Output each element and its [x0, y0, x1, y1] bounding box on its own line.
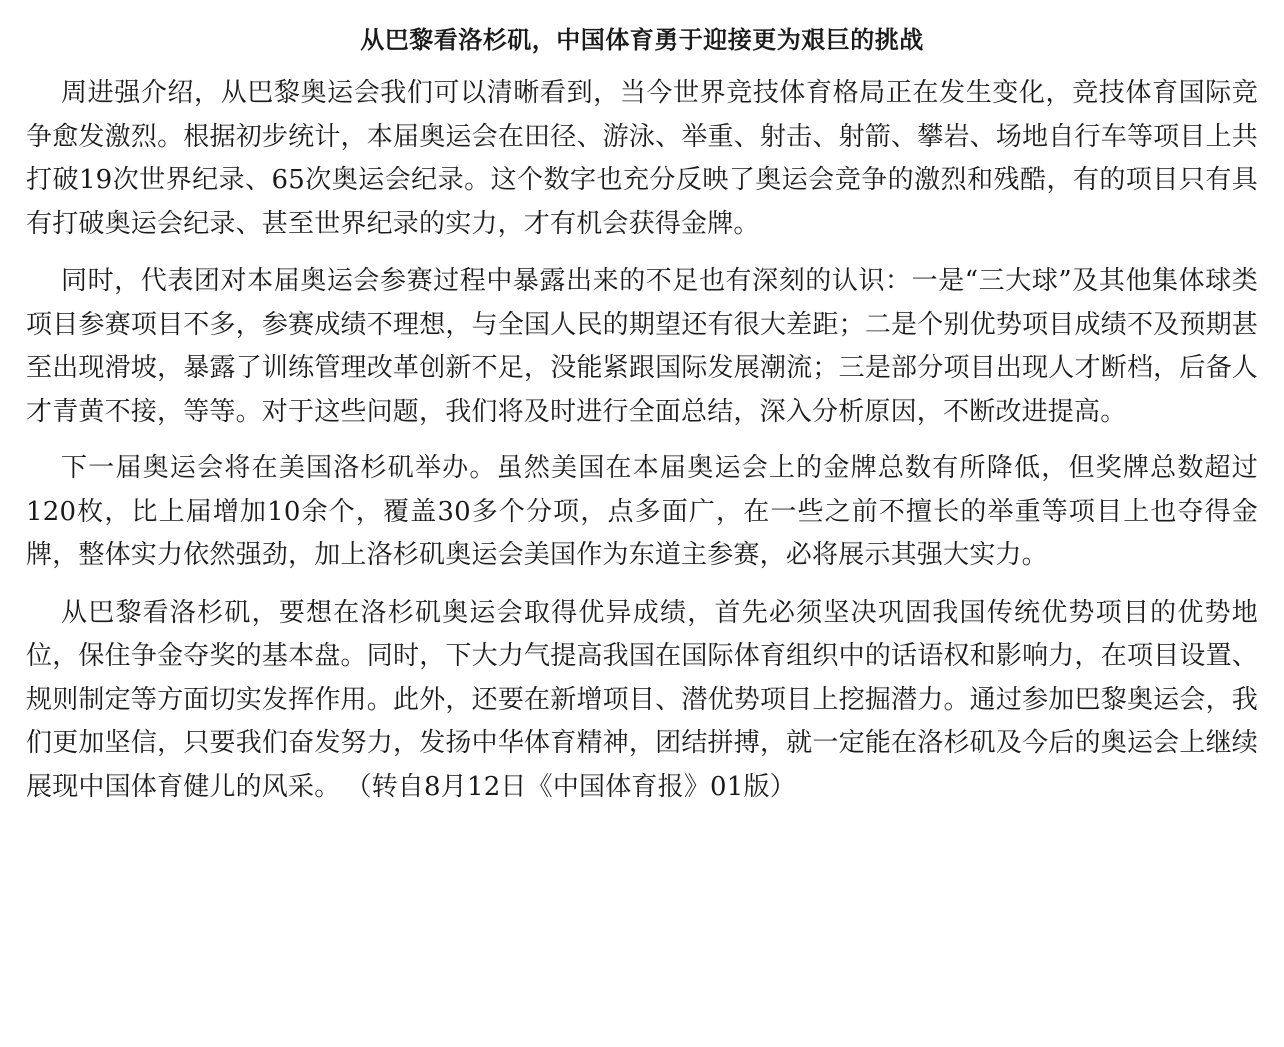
article-title: 从巴黎看洛杉矶，中国体育勇于迎接更为艰巨的挑战: [360, 26, 924, 54]
article-paragraph-2: 同时，代表团对本届奥运会参赛过程中暴露出来的不足也有深刻的认识：一是“三大球”及其他集体球类项目参赛项目不多，参赛成绩不理想，与全国人民的期望还有很大差距；二是个别优势项目成绩不及预期甚至出现滑坡，暴露了训练管理改革创新不足，没能紧跟国际发展潮流；三是部分项目出现人才断档，后备人才青黄不接，等等。对于这些问题，我们将及时进行全面总结，深入分析原因，不断改进提高。: [26, 266, 1258, 427]
article-paragraph-4-text: 从巴黎看洛杉矶，要想在洛杉矶奥运会取得优异成绩，首先必须坚决巩固我国传统优势项目的优势地位，保住争金夺奖的基本盘。同时，下大力气提高我国在国际体育组织中的话语权和影响力，在项目设置、规则制定等方面切实发挥作用。此外，还要在新增项目、潜优势项目上挖掘潜力。通过参加巴黎奥运会，我们更加坚信，只要我们奋发努力，发扬中华体育精神，团结拼搏，就一定能在洛杉矶及今后的奥运会上继续展现中国体育健儿的风采。: [26, 597, 1258, 802]
article-paragraph-1: 周进强介绍，从巴黎奥运会我们可以清晰看到，当今世界竞技体育格局正在发生变化，竞技体育国际竞争愈发激烈。根据初步统计，本届奥运会在田径、游泳、举重、射击、射箭、攀岩、场地自行车等项目上共打破19次世界纪录、65次奥运会纪录。这个数字也充分反映了奥运会竞争的激烈和残酷，有的项目只有具有打破奥运会纪录、甚至世界纪录的实力，才有机会获得金牌。: [26, 78, 1258, 239]
source-note: （转自8月12日《中国体育报》01版）: [358, 771, 796, 802]
article: [26, 0, 1258, 809]
article-paragraph-3: 下一届奥运会将在美国洛杉矶举办。虽然美国在本届奥运会上的金牌总数有所降低，但奖牌总数超过120枚，比上届增加10余个，覆盖30多个分项，点多面广，在一些之前不擅长的举重等项目上也夺得金牌，整体实力依然强劲，加上洛杉矶奥运会美国作为东道主参赛，必将展示其强大实力。: [26, 453, 1258, 570]
article-paragraph-4: [26, 592, 1258, 810]
